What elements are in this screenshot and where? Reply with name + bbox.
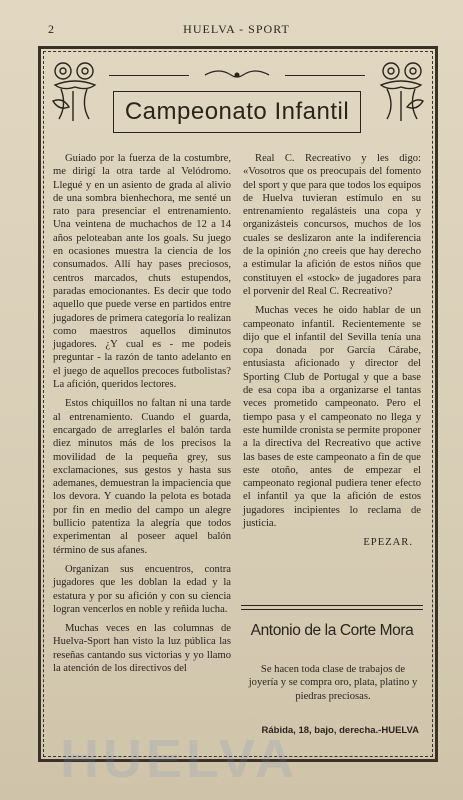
- watermark: HUELVA: [60, 729, 298, 789]
- ad-divider-top: [241, 605, 423, 606]
- advertiser-name: Antonio de la Corte Mora: [250, 622, 414, 639]
- ad-divider-top: [241, 609, 423, 610]
- article-title-box: [113, 91, 361, 133]
- page-number: 2: [48, 22, 55, 36]
- flower-ornament-icon: [371, 57, 429, 127]
- flower-ornament-icon: [47, 57, 105, 127]
- article-title: Campeonato Infantil: [124, 98, 350, 125]
- right-column: [243, 152, 421, 550]
- paragraph: Estos chiquillos no faltan ni una tarde al entrenamiento. Cuando el guarda, encargado de arreglarles el balón tarda diez minutos más de los precisos la movilidad de la pequeña grey, sus exclamaciones, sus gestos y hasta sus ademanes, demuestran la impaciencia que los devora. Y cuando la pelota es botada por fin en medio del campo un alegre bullicio patentiza la alegría que todos experimentan al poseer aquel balón término de sus afanes.: [53, 398, 231, 556]
- decorative-rule: [109, 75, 189, 76]
- paragraph: Guiado por la fuerza de la costumbre, me dirigí la otra tarde al Velódromo. Llegué y en un asiento de grada al alivio de una sombra bienhechora, me senté un rato para presenciar el entrenamiento. Una veintena de muchachos de 12 a 14 años peloteaban ante los goals. Su juego en ocasiones muestra la ciencia de los consumados. Allí hay pases preciosos, centros marcados, chuts estupendos, paradas emocionantes. Es decir que todo aquello que puede verse en partidos entre jugadores de primera categoría lo realizan como maestros aquellos diminutos jugadores. ¿Y cual es - me podeis preguntar - la razón de tanto adelanto en el juego de aquellos precoces futbolistas? La afición, queridos lectores.: [53, 153, 231, 391]
- article-frame: [38, 46, 438, 762]
- paragraph: Muchas veces en las columnas de Huelva-Sport han visto la luz pública las reseñas cantando sus victorias y yo llamo la atención de los directivos del: [53, 623, 231, 674]
- publication-title: HUELVA - SPORT: [183, 22, 290, 36]
- paragraph: Muchas veces he oido hablar de un campeonato infantil. Recientemente se dijo que el infantil del Sevilla tenía una copa donada por García Cárabe, entusiasta aficionado y director del Sporting Club de Portugal y que a base de esa copa iba a organizarse el tantas veces prometido campeonato. Pero el tiempo pasa y el campeonato no llega y este humilde cronista se permite proponer a la directiva del Recreativo que active las bases de este campeonato a fin de que este otoño, antes de empezar el campeonato regional pudiera tener efecto el infantil ya que la afición de estos jugadores incipientes lo reclama de justicia.: [243, 305, 421, 530]
- decorative-rule: [285, 75, 365, 76]
- paragraph: Organizan sus encuentros, contra jugadores que les doblan la edad y la estatura y por su afición y con su ciencia logran vencerlos en noble y reñida lucha.: [53, 563, 231, 615]
- page-header: [40, 22, 433, 38]
- left-column: [53, 152, 231, 681]
- author-signature: EPEZAR.: [363, 537, 413, 549]
- paragraph: Real C. Recreativo y les digo: «Vosotros que os preocupais del fomento del sport y que para que todos los equipos de Huelva tuvieran estímulo en su entrenamiento regalásteis una copa y organizásteis concursos, muchos de los cuales se deslizaron ante la indiferencia de la opinión ¿no creeis que hay derecho a estimular la afición de estos niños que constituyen el «stock» de jugadores para el porvenir del Real C. Recreativo?: [243, 153, 421, 297]
- scroll-flourish-icon: [201, 65, 273, 85]
- advertiser-address: Rábida, 18, bajo, derecha.-HUELVA: [261, 725, 419, 736]
- advertisement-text: Se hacen toda clase de trabajos de joyería y se compra oro, plata, platino y piedras preciosas.: [248, 664, 418, 702]
